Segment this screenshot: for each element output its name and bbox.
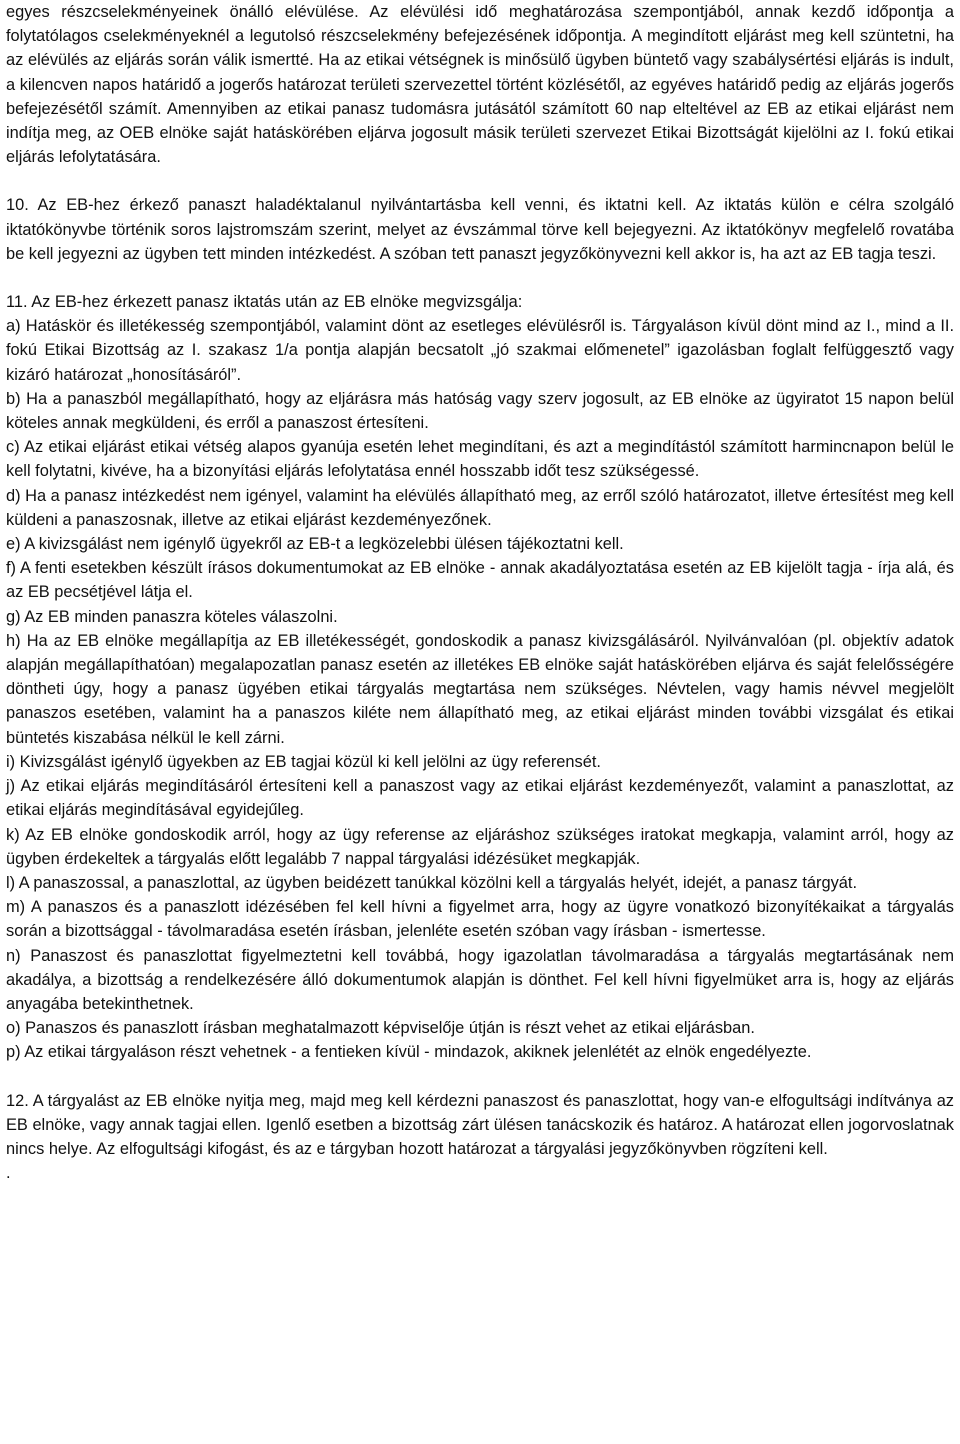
section-11-item-o: o) Panaszos és panaszlott írásban meghatalmazott képviselője útján is részt vehet az etikai eljárásban. [6,1019,755,1038]
section-11 [6,290,954,1065]
section-11-item-h: h) Ha az EB elnöke megállapítja az EB illetékességét, gondoskodik a panasz kivizsgálásáról. Nyilvánvalóan (pl. objektív adatok alapján megállapíthatóan) megalapozatlan panasz esetén az illetékes EB elnöke saját hatáskörében eljárva és saját felelősségére döntheti úgy, hogy a panasz ügyében etikai tárgyalás megtartása nem szükséges. Névtelen, vagy hamis névvel megjelölt panaszos esetében, valamint ha a panaszos kiléte nem állapítható meg, az etikai eljárást minden további vizsgálat és etikai büntetés kiszabása nélkül le kell zárni. [6,631,954,747]
section-11-item-l: l) A panaszossal, a panaszlottal, az ügyben beidézett tanúkkal közölni kell a tárgyalás helyét, idejét, a panasz tárgyát. [6,873,858,892]
intro-paragraph: egyes részcselekményeinek önálló elévülése. Az elévülési idő meghatározása szempontjából, annak kezdő időpontja a folytatólagos cselekményeknél a legutolsó részcselekmény befejezésének időpontja. A megindított eljárást meg kell szüntetni, ha az elévülés az eljárás során válik ismertté. Ha az etikai vétségnek is minősülő ügyben büntető vagy szabálysértési eljárás is indult, a kilencven napos határidő a jogerős határozat területi szervezettel történt közlésétől, az egyéves határidő pedig az eljárás jogerős befejezésétől számít. Amennyiben az etikai panasz tudomásra jutásától számított 60 nap elteltével az EB az etikai eljárást nem indítja meg, az OEB elnöke saját hatáskörében eljárva jogosult másik területi szervezet Etikai Bizottságát kijelölni az I. fokú etikai eljárás lefolytatására. [6,3,954,167]
section-11-item-m: m) A panaszos és a panaszlott idézésében fel kell hívni a figyelmet arra, hogy az ügyre vonatkozó bizonyítékaikat a tárgyalás során a bizottsággal - távolmaradása esetén írásban, jelenléte esetén szóban vagy írásban - ismertesse. [6,898,954,941]
section-11-heading: 11. Az EB-hez érkezett panasz iktatás után az EB elnöke megvizsgálja: [6,293,523,312]
section-12-paragraph: 12. A tárgyalást az EB elnöke nyitja meg, majd meg kell kérdezni panaszost és panaszlottat, hogy van-e elfogultsági indítványa az EB elnöke, vagy annak tagjai ellen. Igenlő esetben a bizottság zárt ülésen tanácskozik és határoz. A határozat ellen jogorvoslatnak nincs helye. Az elfogultsági kifogást, és az e tárgyban hozott határozat a tárgyalási jegyzőkönyvben rögzíteni kell. [6,1091,954,1158]
paragraph-spacer [6,169,954,193]
section-10-paragraph: 10. Az EB-hez érkező panaszt haladéktalanul nyilvántartásba kell venni, és iktatni kell. Az iktatás külön e célra szolgáló iktatókönyvbe történik soros lajstromszám szerint, melyet az évszámmal törve kell bejegyezni. Az iktatókönyv megfelelő rovatába be kell jegyezni az ügyben tett minden intézkedést. A szóban tett panaszt jegyzőkönyvezni kell akkor is, ha azt az EB tagja teszi. [6,196,954,263]
section-11-item-g: g) Az EB minden panaszra köteles válaszolni. [6,607,338,626]
section-11-item-a: a) Hatáskör és illetékesség szempontjából, valamint dönt az esetleges elévülésről is. Tárgyaláson kívül dönt mind az I., mind a II. fokú Etikai Bizottság az I. szakasz 1/a pontja alapján becsatolt „jó szakmai előmenetel” igazolásban foglalt felfüggesztő vagy kizáró határozat „honosításáról”. [6,317,954,384]
section-11-item-j: j) Az etikai eljárás megindításáról értesíteni kell a panaszost vagy az etikai eljárást kezdeményezőt, valamint a panaszlottat, az etikai eljárás megindításával egyidejűleg. [6,777,954,820]
section-11-item-f: f) A fenti esetekben készült írásos dokumentumokat az EB elnöke - annak akadályoztatása esetén az EB kijelölt tagja - írja alá, és az EB pecsétjével látja el. [6,559,954,602]
section-11-item-d: d) Ha a panasz intézkedést nem igényel, valamint ha elévülés állapítható meg, az erről szóló határozatot, illetve értesítést meg kell küldeni a panaszosnak, illetve az etikai eljárást kezdeményezőnek. [6,486,954,529]
section-11-item-c: c) Az etikai eljárást etikai vétség alapos gyanúja esetén lehet megindítani, és azt a megindítástól számított harmincnapon belül le kell folytatni, kivéve, ha a bizonyítási eljárás lefolytatása ennél hosszabb időt tesz szükségessé. [6,438,954,481]
section-11-item-n: n) Panaszost és panaszlottat figyelmeztetni kell továbbá, hogy igazolatlan távolmaradása a tárgyalás megtartásának nem akadálya, a bizottság a rendelkezésére álló dokumentumok alapján is dönthet. Fel kell hívni figyelmüket arra is, hogy az eljárás anyagába betekinthetnek. [6,946,954,1013]
paragraph-spacer [6,1065,954,1089]
section-11-item-k: k) Az EB elnöke gondoskodik arról, hogy az ügy referense az eljáráshoz szükséges iratokat megkapja, valamint arról, hogy az ügyben érdekeltek a tárgyalás előtt legalább 7 nappal tárgyalási idézésüket megkapják. [6,825,954,868]
section-11-item-i: i) Kivizsgálást igénylő ügyekben az EB tagjai közül ki kell jelölni az ügy referensét. [6,752,601,771]
trailing-mark: . [6,1164,11,1183]
section-11-item-b: b) Ha a panaszból megállapítható, hogy az eljárásra más hatóság vagy szerv jogosult, az EB elnöke az ügyiratot 15 napon belül köteles annak megküldeni, és erről a panaszost értesíteni. [6,389,954,433]
paragraph-spacer [6,266,954,290]
section-11-item-e: e) A kivizsgálást nem igénylő ügyekről az EB-t a legközelebbi ülésen tájékoztatni kell. [6,535,624,554]
section-11-item-p: p) Az etikai tárgyaláson részt vehetnek - a fentieken kívül - mindazok, akiknek jelenlétét az elnök engedélyezte. [6,1043,812,1062]
